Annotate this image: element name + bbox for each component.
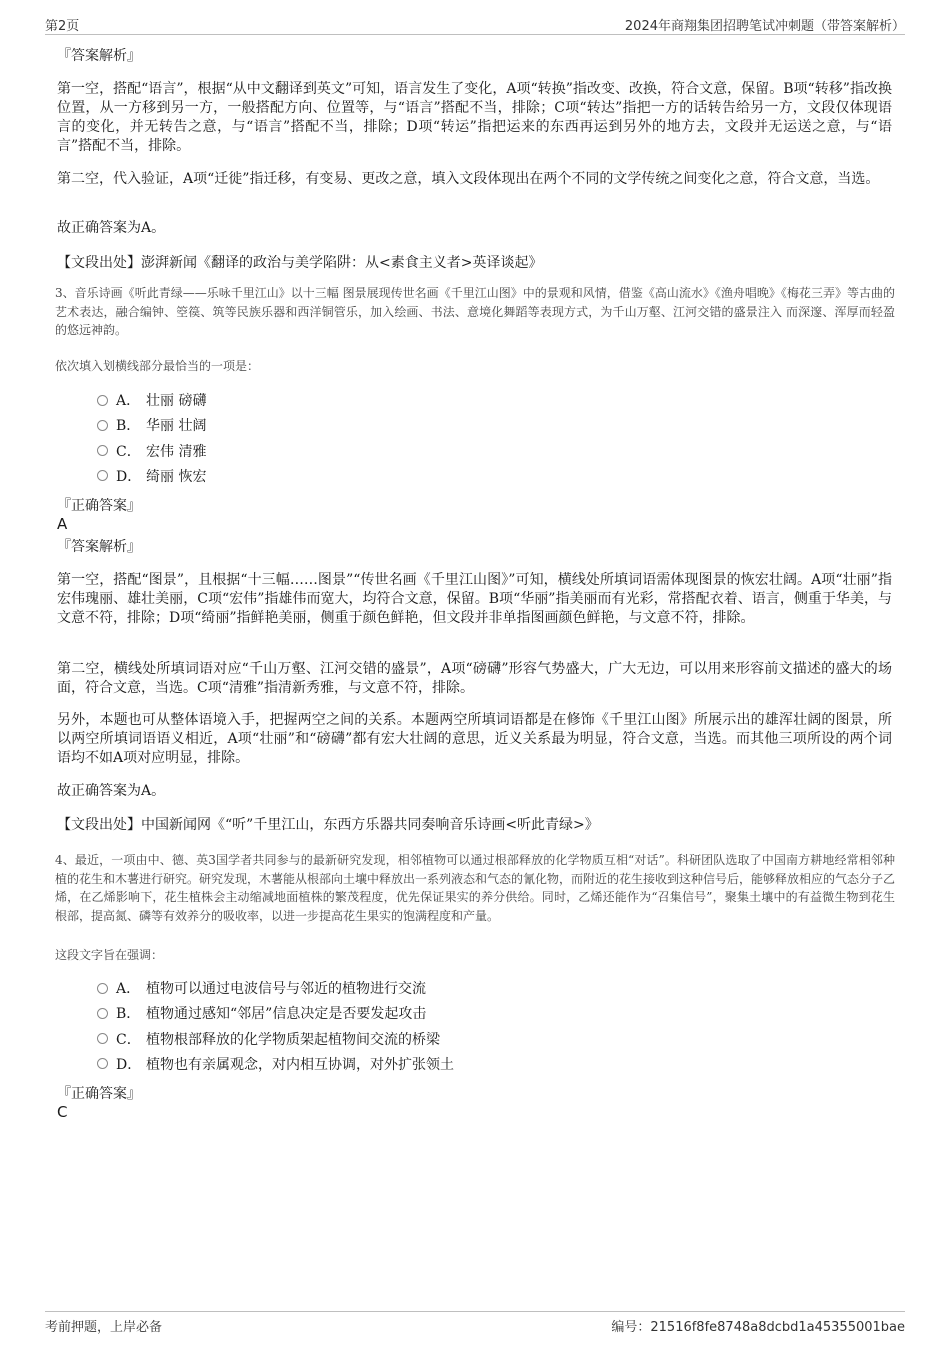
q4-answer: C <box>57 1103 68 1121</box>
q4-answer-label: 『正确答案』 <box>57 1086 141 1102</box>
q4-prompt: 这段文字旨在强调： <box>55 948 164 962</box>
radio-icon[interactable] <box>97 1058 108 1069</box>
q3-explain-para-1: 第一空，搭配“图景”，且根据“十三幅……图景”“传世名画《千里江山图》”可知，横线处所填词语需体现图景的恢宏壮阔。A项“壮丽”指宏伟瑰丽、雄壮美丽，C项“宏伟”指雄伟而宽大，均符合文意，保留。B项“华丽”指美丽而有光彩，常搭配衣着、语言，侧重于华美，与文意不符，排除；D项“绮丽”指鲜艳美丽，侧重于颜色鲜艳，但文段并非单指图画颜色鲜艳，与文意不符，排除。 <box>57 572 892 626</box>
q3-option-d[interactable]: D． 绮丽 恢宏 <box>97 465 206 490</box>
page-header <box>45 12 905 35</box>
q3-conclusion: 故正确答案为A。 <box>57 783 166 799</box>
q3-source: 【文段出处】中国新闻网《“听”千里江山，东西方乐器共同奏响音乐诗画<听此青绿>》 <box>57 817 599 833</box>
q2-source: 【文段出处】澎湃新闻《翻译的政治与美学陷阱：从<素食主义者>英译谈起》 <box>57 255 543 271</box>
q4-options <box>97 977 454 1078</box>
q4-question-text: 4、最近，一项由中、德、英3国学者共同参与的最新研究发现，相邻植物可以通过根部释放的化学物质互相“对话”。科研团队选取了中国南方耕地经常相邻种植的花生和木薯进行研究。研究发现，木薯能从根部向土壤中释放出一系列液态和气态的氰化物，而附近的花生接收到这种信号后，能够释放相应的气态分子乙烯，在乙烯影响下，花生植株会主动缩减地面植株的繁茂程度，优先保证果实的养分供给。同时，乙烯还能作为“召集信号”，聚集土壤中的有益微生物到花生根部，提高氮、磷等有效养分的吸收率，以进一步提高花生果实的饱满程度和产量。 <box>55 853 896 923</box>
radio-icon[interactable] <box>97 420 108 431</box>
q3-explain-para-3: 另外，本题也可从整体语境入手，把握两空之间的关系。本题两空所填词语都是在修饰《千里江山图》所展示出的雄浑壮阔的图景，所以两空所填词语语义相近，A项“壮丽”和“磅礴”都有宏大壮阔的意思，近义关系最为明显，符合文意，当选。而其他三项所设的两个词语均不如A项对应明显，排除。 <box>57 712 892 766</box>
radio-icon[interactable] <box>97 445 108 456</box>
radio-icon[interactable] <box>97 983 108 994</box>
q2-explain-para-2: 第二空，代入验证，A项“迁徙”指迁移，有变易、更改之意，填入文段体现出在两个不同的文学传统之间变化之意，符合文意，当选。 <box>57 171 880 187</box>
q3-answer: A <box>57 515 68 533</box>
radio-icon[interactable] <box>97 1008 108 1019</box>
radio-icon[interactable] <box>97 1033 108 1044</box>
q4-option-d[interactable]: D． 植物也有亲属观念，对内相互协调，对外扩张领土 <box>97 1053 454 1078</box>
q3-explain-para-2: 第二空，横线处所填词语对应“千山万壑、江河交错的盛景”，A项“磅礴”形容气势盛大，广大无边，可以用来形容前文描述的盛大的场面，符合文意，当选。C项“清雅”指清新秀雅，与文意不符，排除。 <box>57 661 892 696</box>
document-id: 编号：21516f8fe8748a8dcbd1a45355001bae <box>611 1320 905 1335</box>
q2-conclusion: 故正确答案为A。 <box>57 220 166 236</box>
q4-option-a[interactable]: A． 植物可以通过电波信号与邻近的植物进行交流 <box>97 977 454 1002</box>
q4-option-b[interactable]: B． 植物通过感知“邻居”信息决定是否要发起攻击 <box>97 1002 454 1027</box>
q3-options <box>97 389 206 490</box>
q2-explain-label: 『答案解析』 <box>57 48 141 64</box>
q3-option-c[interactable]: C． 宏伟 清雅 <box>97 440 206 465</box>
q2-explain-para-1: 第一空，搭配“语言”，根据“从中文翻译到英文”可知，语言发生了变化，A项“转换”指改变、改换，符合文意，保留。B项“转移”指改换位置，从一方移到另一方，一般搭配方向、位置等，与“语言”搭配不当，排除；C项“转达”指把一方的话转告给另一方，文段仅体现语言的变化，并无转告之意，与“语言”搭配不当，排除；D项“转运”指把运来的东西再运到另外的地方去，文段并无运送之意，与“语言”搭配不当，排除。 <box>57 81 892 154</box>
page-footer <box>45 1311 905 1334</box>
q4-option-c[interactable]: C． 植物根部释放的化学物质架起植物间交流的桥梁 <box>97 1028 454 1053</box>
document-title: 2024年商翔集团招聘笔试冲刺题（带答案解析） <box>624 19 905 34</box>
q3-question-text: 3、音乐诗画《听此青绿——乐咏千里江山》以十三幅 图景展现传世名画《千里江山图》中的景观和风情，借鉴《高山流水》《渔舟唱晚》《梅花三弄》等古曲的艺术表达，融合编钟、箜篌、筑等民族乐器和西洋铜管乐，加入绘画、书法、意境化舞蹈等表现方式，为千山万壑、江河交错的盛景注入 而深邃、浑厚而轻盈的悠远神韵。 <box>55 286 895 337</box>
q3-option-b[interactable]: B． 华丽 壮阔 <box>97 414 206 439</box>
q3-prompt: 依次填入划横线部分最恰当的一项是： <box>55 359 260 373</box>
footer-slogan: 考前押题，上岸必备 <box>45 1320 163 1335</box>
radio-icon[interactable] <box>97 395 108 406</box>
q3-explain-label: 『答案解析』 <box>57 539 141 555</box>
q3-option-a[interactable]: A． 壮丽 磅礴 <box>97 389 206 414</box>
page-number: 第2页 <box>45 19 80 34</box>
q3-answer-label: 『正确答案』 <box>57 498 141 514</box>
radio-icon[interactable] <box>97 470 108 481</box>
